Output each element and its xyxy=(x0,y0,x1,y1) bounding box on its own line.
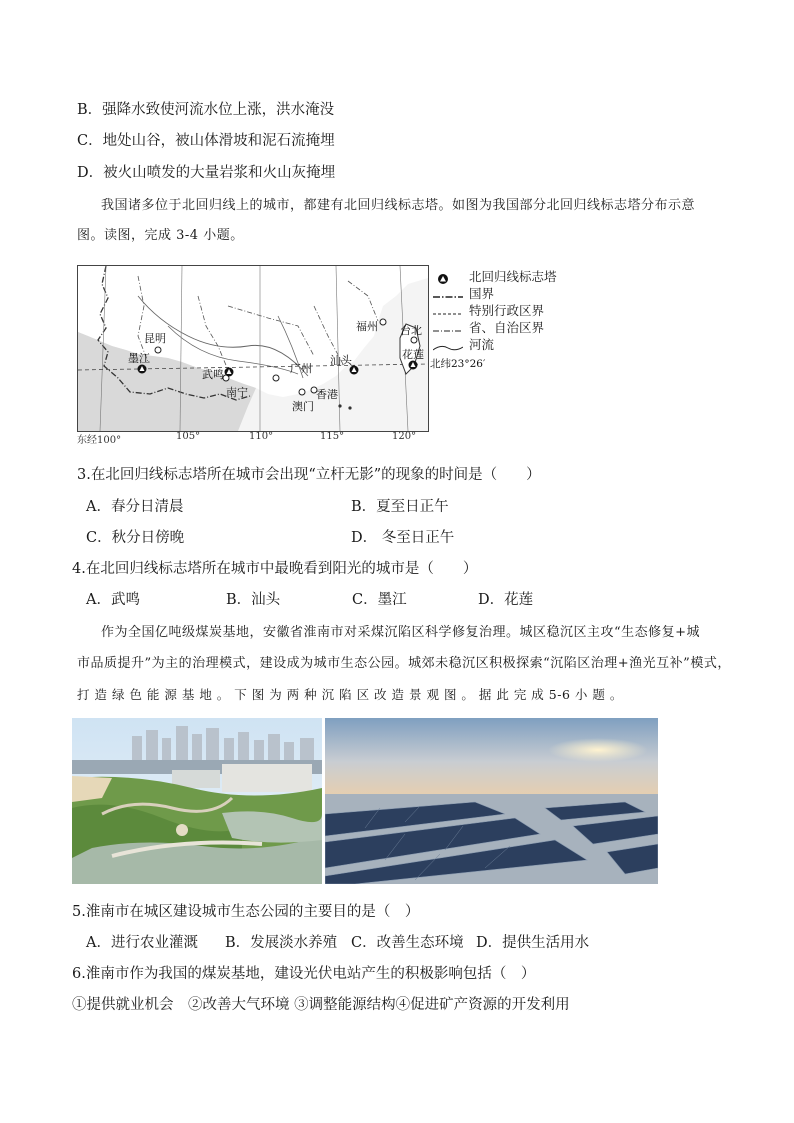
city-kunming: 昆明 xyxy=(144,332,166,345)
legend-row-tower xyxy=(433,267,557,283)
q5-option-d: D．提供生活用水 xyxy=(476,935,590,951)
city-taipei: 台北 xyxy=(400,324,422,337)
legend-row-province-border xyxy=(433,318,544,334)
city-shantou: 汕头 xyxy=(330,354,352,367)
legend-row-river xyxy=(433,335,494,351)
passage2-line3: 打 造 绿 色 能 源 基 地 。 下 图 为 两 种 沉 陷 区 改 造 景 观 图 。 据 此 完 成 5-6 小 题 。 xyxy=(77,687,623,702)
q4-option-b: B．汕头 xyxy=(226,592,281,608)
passage2-line2: 市品质提升”为主的治理模式，建设成为城市生态公园。城郊未稳沉区积极探索“沉陷区治理+渔光互补”模式， xyxy=(77,656,731,671)
q4-option-c: C．墨江 xyxy=(352,592,407,608)
lon-label-105: 105° xyxy=(176,431,201,442)
q3-stem: 3.在北回归线标志塔所在城市会出现“立杆无影”的现象的时间是（ ） xyxy=(77,467,541,483)
passage1-line2: 图。读图，完成 3-4 小题。 xyxy=(77,228,244,243)
solar-farm-photo xyxy=(325,718,658,884)
lon-label-120: 120° xyxy=(392,431,417,442)
q5-stem: 5.淮南市在城区建设城市生态公园的主要目的是（ ） xyxy=(72,904,420,920)
city-fuzhou: 福州 xyxy=(356,320,378,333)
passage2-line1: 作为全国亿吨级煤炭基地，安徽省淮南市对采煤沉陷区科学修复治理。城区稳沉区主攻“生态修复+城 xyxy=(101,625,701,640)
legend-row-national-border xyxy=(433,284,494,300)
lon-label-110: 110° xyxy=(249,431,274,442)
city-nanning: 南宁 xyxy=(226,386,248,399)
legend-label: 特别行政区界 xyxy=(469,303,545,318)
q4-option-d: D．花莲 xyxy=(478,592,534,608)
legend-label: 河流 xyxy=(469,337,495,352)
lon-label-115: 115° xyxy=(320,431,345,442)
latitude-label: 北纬23°26′ xyxy=(430,358,486,370)
q2-option-d: D．被火山喷发的大量岩浆和火山灰掩埋 xyxy=(77,165,336,181)
q4-stem: 4.在北回归线标志塔所在城市中最晚看到阳光的城市是（ ） xyxy=(72,561,478,577)
city-wuming: 武鸣 xyxy=(202,368,224,381)
legend-label: 北回归线标志塔 xyxy=(469,269,557,284)
city-hongkong: 香港 xyxy=(316,388,338,401)
map-graphic xyxy=(78,266,428,431)
q3-option-b: B．夏至日正午 xyxy=(351,499,449,515)
q6-stem: 6.淮南市作为我国的煤炭基地，建设光伏电站产生的积极影响包括（ ） xyxy=(72,966,536,982)
q3-option-a: A．春分日清晨 xyxy=(86,499,184,515)
q3-option-d: D． 冬至日正午 xyxy=(351,530,455,546)
q4-option-a: A．武鸣 xyxy=(86,592,140,608)
q5-option-b: B．发展淡水养殖 xyxy=(225,935,338,951)
q5-option-a: A．进行农业灌溉 xyxy=(86,935,198,951)
city-macau: 澳门 xyxy=(292,400,314,413)
q6-items: ①提供就业机会 ②改善大气环境 ③调整能源结构④促进矿产资源的开发利用 xyxy=(72,997,570,1013)
eco-park-photo xyxy=(72,718,322,884)
q3-option-c: C．秋分日傍晚 xyxy=(86,530,185,546)
national-border-line-icon xyxy=(433,290,463,300)
city-guangzhou: 广州 xyxy=(290,362,312,375)
sar-border-line-icon xyxy=(433,307,463,317)
city-mojiang: 墨江 xyxy=(128,352,150,365)
city-hualien: 花莲 xyxy=(402,348,424,361)
tower-icon xyxy=(433,273,463,283)
legend-label: 国界 xyxy=(469,286,495,301)
legend-label: 省、自治区界 xyxy=(469,320,545,335)
legend-row-sar-border xyxy=(433,301,544,317)
lon-label-100: 东经100° xyxy=(77,435,122,446)
map-legend xyxy=(433,265,593,375)
q2-option-b: B．强降水致使河流水位上涨，洪水淹没 xyxy=(77,102,335,118)
passage1-line1: 我国诸多位于北回归线上的城市，都建有北回归线标志塔。如图为我国部分北回归线标志塔分布示意 xyxy=(101,198,696,213)
q2-option-c: C．地处山谷，被山体滑坡和泥石流掩埋 xyxy=(77,133,335,149)
province-border-line-icon xyxy=(433,324,463,334)
river-line-icon xyxy=(433,341,463,351)
q5-option-c: C．改善生态环境 xyxy=(351,935,464,951)
tropic-of-cancer-map xyxy=(77,265,429,432)
